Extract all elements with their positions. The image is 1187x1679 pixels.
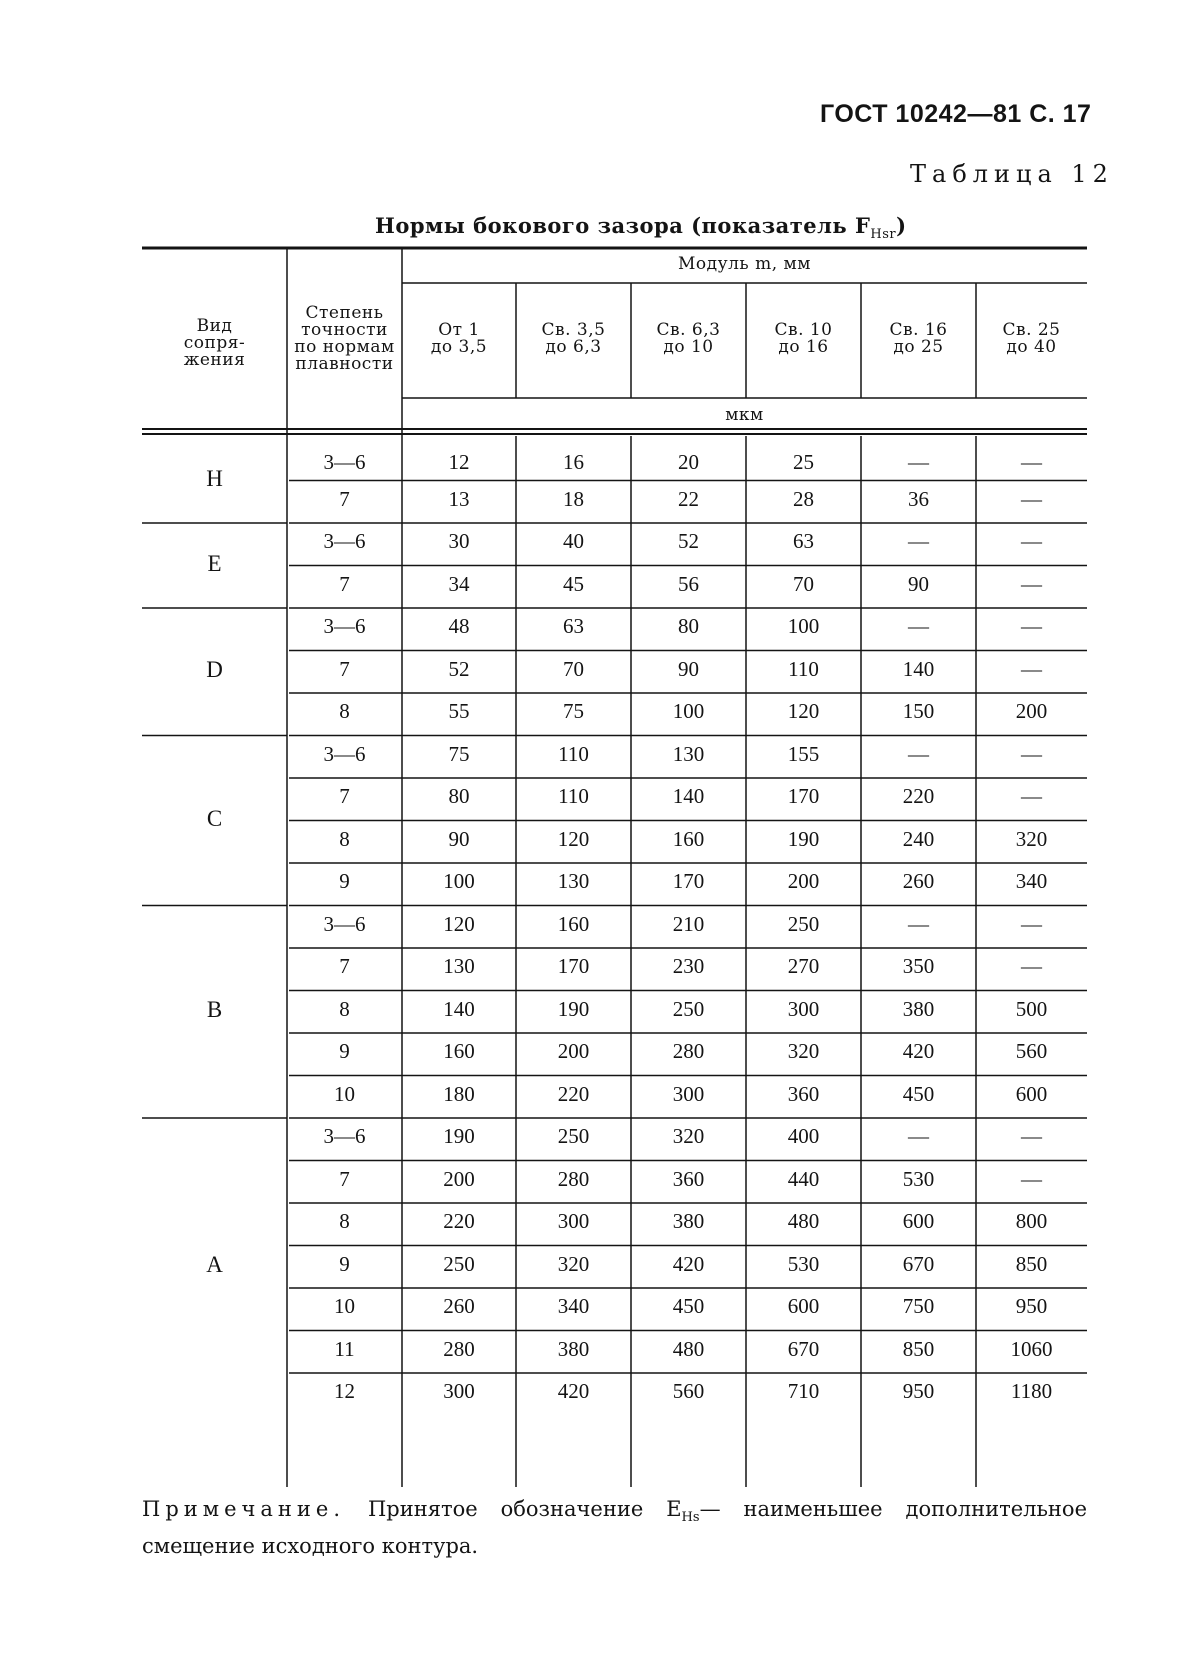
value-cell: 13 xyxy=(448,486,470,511)
value-cell: — xyxy=(1021,614,1042,638)
header-unit: мкм xyxy=(725,405,764,425)
value-cell: — xyxy=(1021,656,1042,681)
value-cell: 70 xyxy=(563,656,584,681)
value-cell: 320 xyxy=(787,1039,820,1063)
value-cell: 110 xyxy=(558,741,589,766)
value-cell: — xyxy=(908,911,929,936)
value-cell: 1180 xyxy=(1010,1379,1053,1403)
value-cell: 100 xyxy=(443,869,475,893)
value-cell: — xyxy=(1021,1124,1042,1148)
value-cell: 950 xyxy=(1015,1294,1048,1318)
grade-cell: 10 xyxy=(334,1294,355,1318)
value-cell: 190 xyxy=(443,1124,475,1148)
value-cell: 155 xyxy=(787,741,820,766)
value-cell: 250 xyxy=(672,996,705,1021)
value-cell: 240 xyxy=(902,826,935,851)
value-cell: 16 xyxy=(563,450,584,474)
header-accuracy-grade-line: Степень xyxy=(305,303,384,323)
grade-cell: 8 xyxy=(339,1209,350,1233)
header-module-range-line: до 10 xyxy=(663,337,714,357)
mating-type-label: A xyxy=(206,1251,223,1277)
mating-type-label: C xyxy=(206,805,223,831)
value-cell: 420 xyxy=(557,1379,590,1403)
header-module-range xyxy=(861,322,976,356)
grade-cell: 3—6 xyxy=(323,529,366,553)
value-cell: 750 xyxy=(902,1294,935,1318)
header-module-range-line: до 25 xyxy=(893,337,944,357)
header-module-range-line: до 40 xyxy=(1006,337,1057,357)
value-cell: 850 xyxy=(902,1336,935,1361)
header-module-range-line: Св. 10 xyxy=(774,320,833,340)
value-cell: 250 xyxy=(787,911,820,936)
value-cell: — xyxy=(1021,784,1042,808)
value-cell: 260 xyxy=(443,1294,475,1318)
value-cell: 90 xyxy=(448,826,470,851)
grade-cell: 9 xyxy=(339,1251,350,1276)
value-cell: 190 xyxy=(557,996,590,1021)
grade-cell: 3—6 xyxy=(323,614,366,638)
value-cell: 100 xyxy=(787,614,820,638)
table-note xyxy=(142,1495,1087,1561)
value-cell: 200 xyxy=(787,869,820,893)
value-cell: 270 xyxy=(787,954,820,978)
value-cell: 360 xyxy=(672,1166,705,1191)
value-cell: 140 xyxy=(443,996,475,1021)
value-cell: 800 xyxy=(1015,1209,1048,1233)
value-cell: 18 xyxy=(563,486,584,511)
value-cell: 55 xyxy=(448,699,470,723)
value-cell: 1060 xyxy=(1010,1336,1053,1361)
value-cell: 530 xyxy=(787,1251,820,1276)
header-module-range xyxy=(746,322,861,356)
header-accuracy-grade xyxy=(287,305,402,373)
value-cell: 850 xyxy=(1015,1251,1048,1276)
value-cell: 300 xyxy=(443,1379,475,1403)
value-cell: 200 xyxy=(557,1039,590,1063)
header-module-range xyxy=(631,322,746,356)
value-cell: 360 xyxy=(787,1081,820,1106)
header-accuracy-grade-line: по нормам xyxy=(294,337,395,357)
value-cell: 250 xyxy=(443,1251,475,1276)
value-cell: 28 xyxy=(793,486,814,511)
value-cell: 100 xyxy=(672,699,705,723)
value-cell: — xyxy=(1021,450,1042,474)
value-cell: 200 xyxy=(1015,699,1048,723)
value-cell: 160 xyxy=(672,826,705,851)
grade-cell: 10 xyxy=(334,1081,355,1106)
value-cell: 170 xyxy=(672,869,705,893)
value-cell: 75 xyxy=(448,741,470,766)
value-cell: 52 xyxy=(678,529,699,553)
grade-cell: 7 xyxy=(339,784,350,808)
grade-cell: 7 xyxy=(339,954,350,978)
value-cell: 63 xyxy=(793,529,814,553)
mating-type-label: H xyxy=(206,465,223,491)
value-cell: 350 xyxy=(902,954,935,978)
value-cell: 380 xyxy=(672,1209,705,1233)
value-cell: 560 xyxy=(672,1379,705,1403)
value-cell: 90 xyxy=(908,571,929,596)
value-cell: 48 xyxy=(448,614,470,638)
value-cell: 340 xyxy=(557,1294,590,1318)
value-cell: 150 xyxy=(902,699,935,723)
value-cell: 600 xyxy=(1015,1081,1048,1106)
mating-type-label: D xyxy=(206,656,223,682)
value-cell: 140 xyxy=(672,784,705,808)
value-cell: 450 xyxy=(902,1081,935,1106)
value-cell: 90 xyxy=(678,656,699,681)
value-cell: 30 xyxy=(448,529,470,553)
header-module-range-line: От 1 xyxy=(438,320,480,340)
value-cell: 45 xyxy=(563,571,584,596)
value-cell: 480 xyxy=(672,1336,705,1361)
grade-cell: 8 xyxy=(339,826,350,851)
value-cell: 710 xyxy=(787,1379,820,1403)
value-cell: 180 xyxy=(443,1081,475,1106)
value-cell: 600 xyxy=(787,1294,820,1318)
header-module-range-line: до 16 xyxy=(778,337,829,357)
value-cell: — xyxy=(1021,1166,1042,1191)
value-cell: 130 xyxy=(557,869,590,893)
value-cell: 950 xyxy=(902,1379,935,1403)
grade-cell: 7 xyxy=(339,486,350,511)
value-cell: 110 xyxy=(788,656,819,681)
value-cell: — xyxy=(908,741,929,766)
value-cell: 320 xyxy=(672,1124,705,1148)
value-cell: 130 xyxy=(672,741,705,766)
value-cell: 300 xyxy=(672,1081,705,1106)
table-title-text: Нормы бокового зазора (показатель F xyxy=(375,213,871,238)
value-cell: — xyxy=(1021,954,1042,978)
grade-cell: 8 xyxy=(339,996,350,1021)
value-cell: 120 xyxy=(557,826,590,851)
value-cell: 220 xyxy=(902,784,935,808)
value-cell: 140 xyxy=(902,656,935,681)
header-module-range xyxy=(516,322,631,356)
table-title-close: ) xyxy=(896,213,907,238)
value-cell: 280 xyxy=(557,1166,590,1191)
value-cell: 530 xyxy=(902,1166,935,1191)
value-cell: — xyxy=(1021,741,1042,766)
header-module-range-line: Св. 3,5 xyxy=(541,320,606,340)
value-cell: 380 xyxy=(557,1336,590,1361)
header-module-range-line: до 3,5 xyxy=(430,337,488,357)
value-cell: — xyxy=(1021,529,1042,553)
header-mating-type xyxy=(142,318,287,369)
value-cell: 380 xyxy=(902,996,935,1021)
value-cell: 22 xyxy=(678,486,699,511)
value-cell: 280 xyxy=(672,1039,705,1063)
value-cell: 280 xyxy=(443,1336,475,1361)
value-cell: 670 xyxy=(902,1251,935,1276)
value-cell: 300 xyxy=(787,996,820,1021)
value-cell: 670 xyxy=(787,1336,820,1361)
value-cell: 420 xyxy=(672,1251,705,1276)
value-cell: — xyxy=(908,1124,929,1148)
grade-cell: 7 xyxy=(339,656,350,681)
value-cell: 120 xyxy=(787,699,820,723)
value-cell: — xyxy=(1021,486,1042,511)
page-header: ГОСТ 10242—81 С. 17 xyxy=(820,100,1092,128)
value-cell: 560 xyxy=(1015,1039,1048,1063)
header-module-title: Модуль m, мм xyxy=(678,254,811,274)
header-mating-type-line: жения xyxy=(183,350,246,370)
table-title-subscript: Hsr xyxy=(870,227,897,243)
value-cell: 440 xyxy=(787,1166,820,1191)
grade-cell: 3—6 xyxy=(323,450,366,474)
header-module-range xyxy=(976,322,1087,356)
grade-cell: 3—6 xyxy=(323,741,366,766)
value-cell: 600 xyxy=(902,1209,935,1233)
value-cell: 63 xyxy=(563,614,584,638)
value-cell: 20 xyxy=(678,450,699,474)
note-subscript: Hs xyxy=(681,1510,700,1526)
value-cell: 130 xyxy=(443,954,475,978)
value-cell: 190 xyxy=(787,826,820,851)
value-cell: 80 xyxy=(678,614,699,638)
value-cell: 320 xyxy=(557,1251,590,1276)
grade-cell: 7 xyxy=(339,1166,350,1191)
value-cell: 34 xyxy=(448,571,470,596)
value-cell: 160 xyxy=(443,1039,475,1063)
value-cell: 320 xyxy=(1015,826,1048,851)
header-accuracy-grade-line: точности xyxy=(301,320,388,340)
value-cell: 170 xyxy=(787,784,820,808)
value-cell: 400 xyxy=(787,1124,820,1148)
value-cell: 420 xyxy=(902,1039,935,1063)
header-module-range-line: Св. 25 xyxy=(1002,320,1061,340)
header-accuracy-grade-line: плавности xyxy=(295,354,394,374)
value-cell: — xyxy=(1021,571,1042,596)
mating-type-label: B xyxy=(206,996,223,1022)
grade-cell: 9 xyxy=(339,1039,350,1063)
value-cell: 340 xyxy=(1015,869,1048,893)
value-cell: 250 xyxy=(557,1124,590,1148)
value-cell: 170 xyxy=(557,954,590,978)
value-cell: 12 xyxy=(448,450,470,474)
grade-cell: 3—6 xyxy=(323,911,366,936)
value-cell: 160 xyxy=(557,911,590,936)
value-cell: — xyxy=(1021,911,1042,936)
value-cell: — xyxy=(908,529,929,553)
grade-cell: 3—6 xyxy=(323,1124,366,1148)
note-label: Примечание. xyxy=(142,1497,346,1521)
grade-cell: 11 xyxy=(334,1336,355,1361)
header-module-range-line: Св. 16 xyxy=(889,320,948,340)
mating-type-label: E xyxy=(207,550,222,576)
value-cell: 40 xyxy=(563,529,584,553)
value-cell: 36 xyxy=(908,486,929,511)
value-cell: 260 xyxy=(902,869,935,893)
value-cell: 220 xyxy=(557,1081,590,1106)
value-cell: 80 xyxy=(448,784,470,808)
grade-cell: 8 xyxy=(339,699,350,723)
note-text-after: — наименьшее дополнительное смещение исходного контура. xyxy=(142,1497,1087,1559)
value-cell: 110 xyxy=(558,784,589,808)
value-cell: — xyxy=(908,450,929,474)
value-cell: 300 xyxy=(557,1209,590,1233)
header-module-range-line: Св. 6,3 xyxy=(656,320,721,340)
grade-cell: 12 xyxy=(334,1379,355,1403)
value-cell: 120 xyxy=(443,911,475,936)
grade-cell: 7 xyxy=(339,571,350,596)
header-module-range xyxy=(402,322,516,356)
table-label: Таблица 12 xyxy=(910,160,1114,188)
header-mating-type-line: сопря- xyxy=(183,333,246,353)
grade-cell: 9 xyxy=(339,869,350,893)
value-cell: 210 xyxy=(672,911,705,936)
note-text-before: Принятое обозначение E xyxy=(367,1497,682,1521)
header-module-range-line: до 6,3 xyxy=(545,337,602,357)
header-mating-type-line: Вид xyxy=(196,316,233,336)
value-cell: 200 xyxy=(443,1166,475,1191)
value-cell: — xyxy=(908,614,929,638)
value-cell: 56 xyxy=(678,571,699,596)
value-cell: 25 xyxy=(793,450,814,474)
value-cell: 450 xyxy=(672,1294,705,1318)
value-cell: 52 xyxy=(448,656,470,681)
value-cell: 75 xyxy=(563,699,584,723)
value-cell: 70 xyxy=(793,571,814,596)
value-cell: 500 xyxy=(1015,996,1048,1021)
value-cell: 220 xyxy=(443,1209,475,1233)
value-cell: 480 xyxy=(787,1209,820,1233)
value-cell: 230 xyxy=(672,954,705,978)
